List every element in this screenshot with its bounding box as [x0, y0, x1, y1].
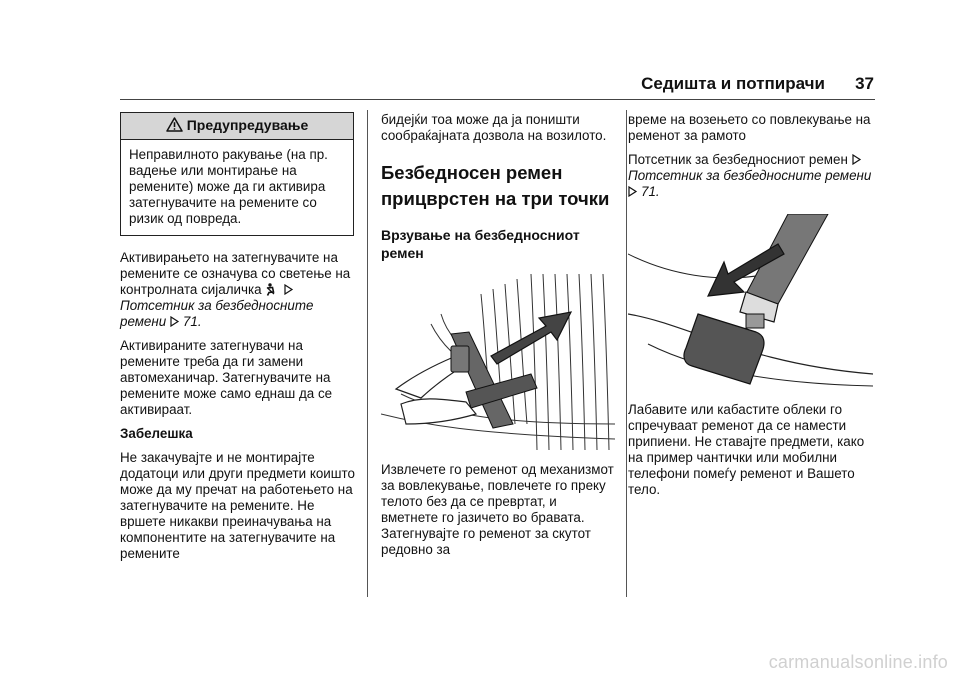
column-1: [120, 112, 356, 570]
column-3: [628, 112, 873, 506]
warning-text: Неправилното ракување (на пр. вадење или монтирање на ремените) може да ги активира затегнувачите на ремените со ризик од повреда.: [129, 147, 328, 226]
page-header-title: Седишта и потпирачи: [641, 74, 825, 93]
reference-page-2[interactable]: 71.: [641, 184, 660, 199]
paragraph-continuation: бидејќи тоа може да ја поништи сообраќајната дозвола на возилото.: [381, 112, 607, 143]
paragraph-loose-clothing: Лабавите или кабастите облеки го спречуваат ременот да се намести припиени. Не ставајте предмети, како на пример чантички или мобилни телефони помеѓу ременот и Вашето тело.: [628, 402, 865, 497]
illustration-fastening-belt: [381, 274, 615, 450]
warning-box: [120, 112, 354, 236]
note-text: Не закачувајте и не монтирајте додатоци или други предмети коишто може да му пречат на работењето на затегнувачите на ремените. Не вршете никакви преиначувања на компонентите на затегнувачите на ремените: [120, 450, 355, 561]
pretensioner-indication-text: Активирањето на затегнувачите на ремените се означува со светење на контролната сијаличка: [120, 250, 351, 297]
paragraph-replace-pretensioners: Активираните затегнувачи на ремените треба да ги замени автомеханичар. Затегнувачите на ремените може само еднаш да се активираат.: [120, 338, 333, 417]
column-2: [381, 112, 615, 566]
reference-arrow-icon: [170, 314, 180, 330]
paragraph-fastening-instructions: Извлечете го ременот од механизмот за вовлекување, повлечете го преку телото без да се превртат, и вметнете го јазичето во бравата. Затегнувајте го ременот за скутот редовно за: [381, 462, 614, 557]
warning-title: Предупредување: [186, 117, 309, 133]
paragraph-pretensioner-indication: [120, 250, 356, 330]
warning-header: [121, 113, 353, 140]
seatbelt-lamp-icon: [265, 282, 277, 298]
note-title: Забелешка: [120, 426, 193, 441]
reference-link-seatbelt-reminder-2[interactable]: Потсетник за безбедносните ремени: [628, 168, 872, 183]
subheading-fastening-belt: Врзување на безбедносниот ремен: [381, 227, 580, 261]
watermark: carmanualsonline.info: [768, 652, 948, 672]
paragraph-seatbelt-reminder: [628, 152, 873, 200]
column-divider-2: [626, 110, 627, 597]
reference-arrow-icon: [852, 152, 862, 168]
page-number: 37: [855, 74, 874, 93]
reference-arrow-icon: [628, 184, 638, 200]
reference-arrow-icon: [284, 282, 294, 298]
header-rule: [120, 99, 875, 100]
warning-triangle-icon: [166, 117, 183, 132]
illustration-belt-tongue: [628, 214, 873, 390]
section-heading-three-point-belt: Безбедносен ремен прицврстен на три точки: [381, 162, 610, 209]
paragraph-continuation-col3: време на возењето со повлекување на ременот за рамото: [628, 112, 871, 143]
seatbelt-reminder-text: Потсетник за безбедносниот ремен: [628, 152, 848, 167]
reference-page[interactable]: 71.: [182, 314, 202, 329]
column-divider-1: [367, 110, 368, 597]
reference-link-seatbelt-reminder[interactable]: Потсетник за безбедносните ремени: [120, 298, 314, 329]
